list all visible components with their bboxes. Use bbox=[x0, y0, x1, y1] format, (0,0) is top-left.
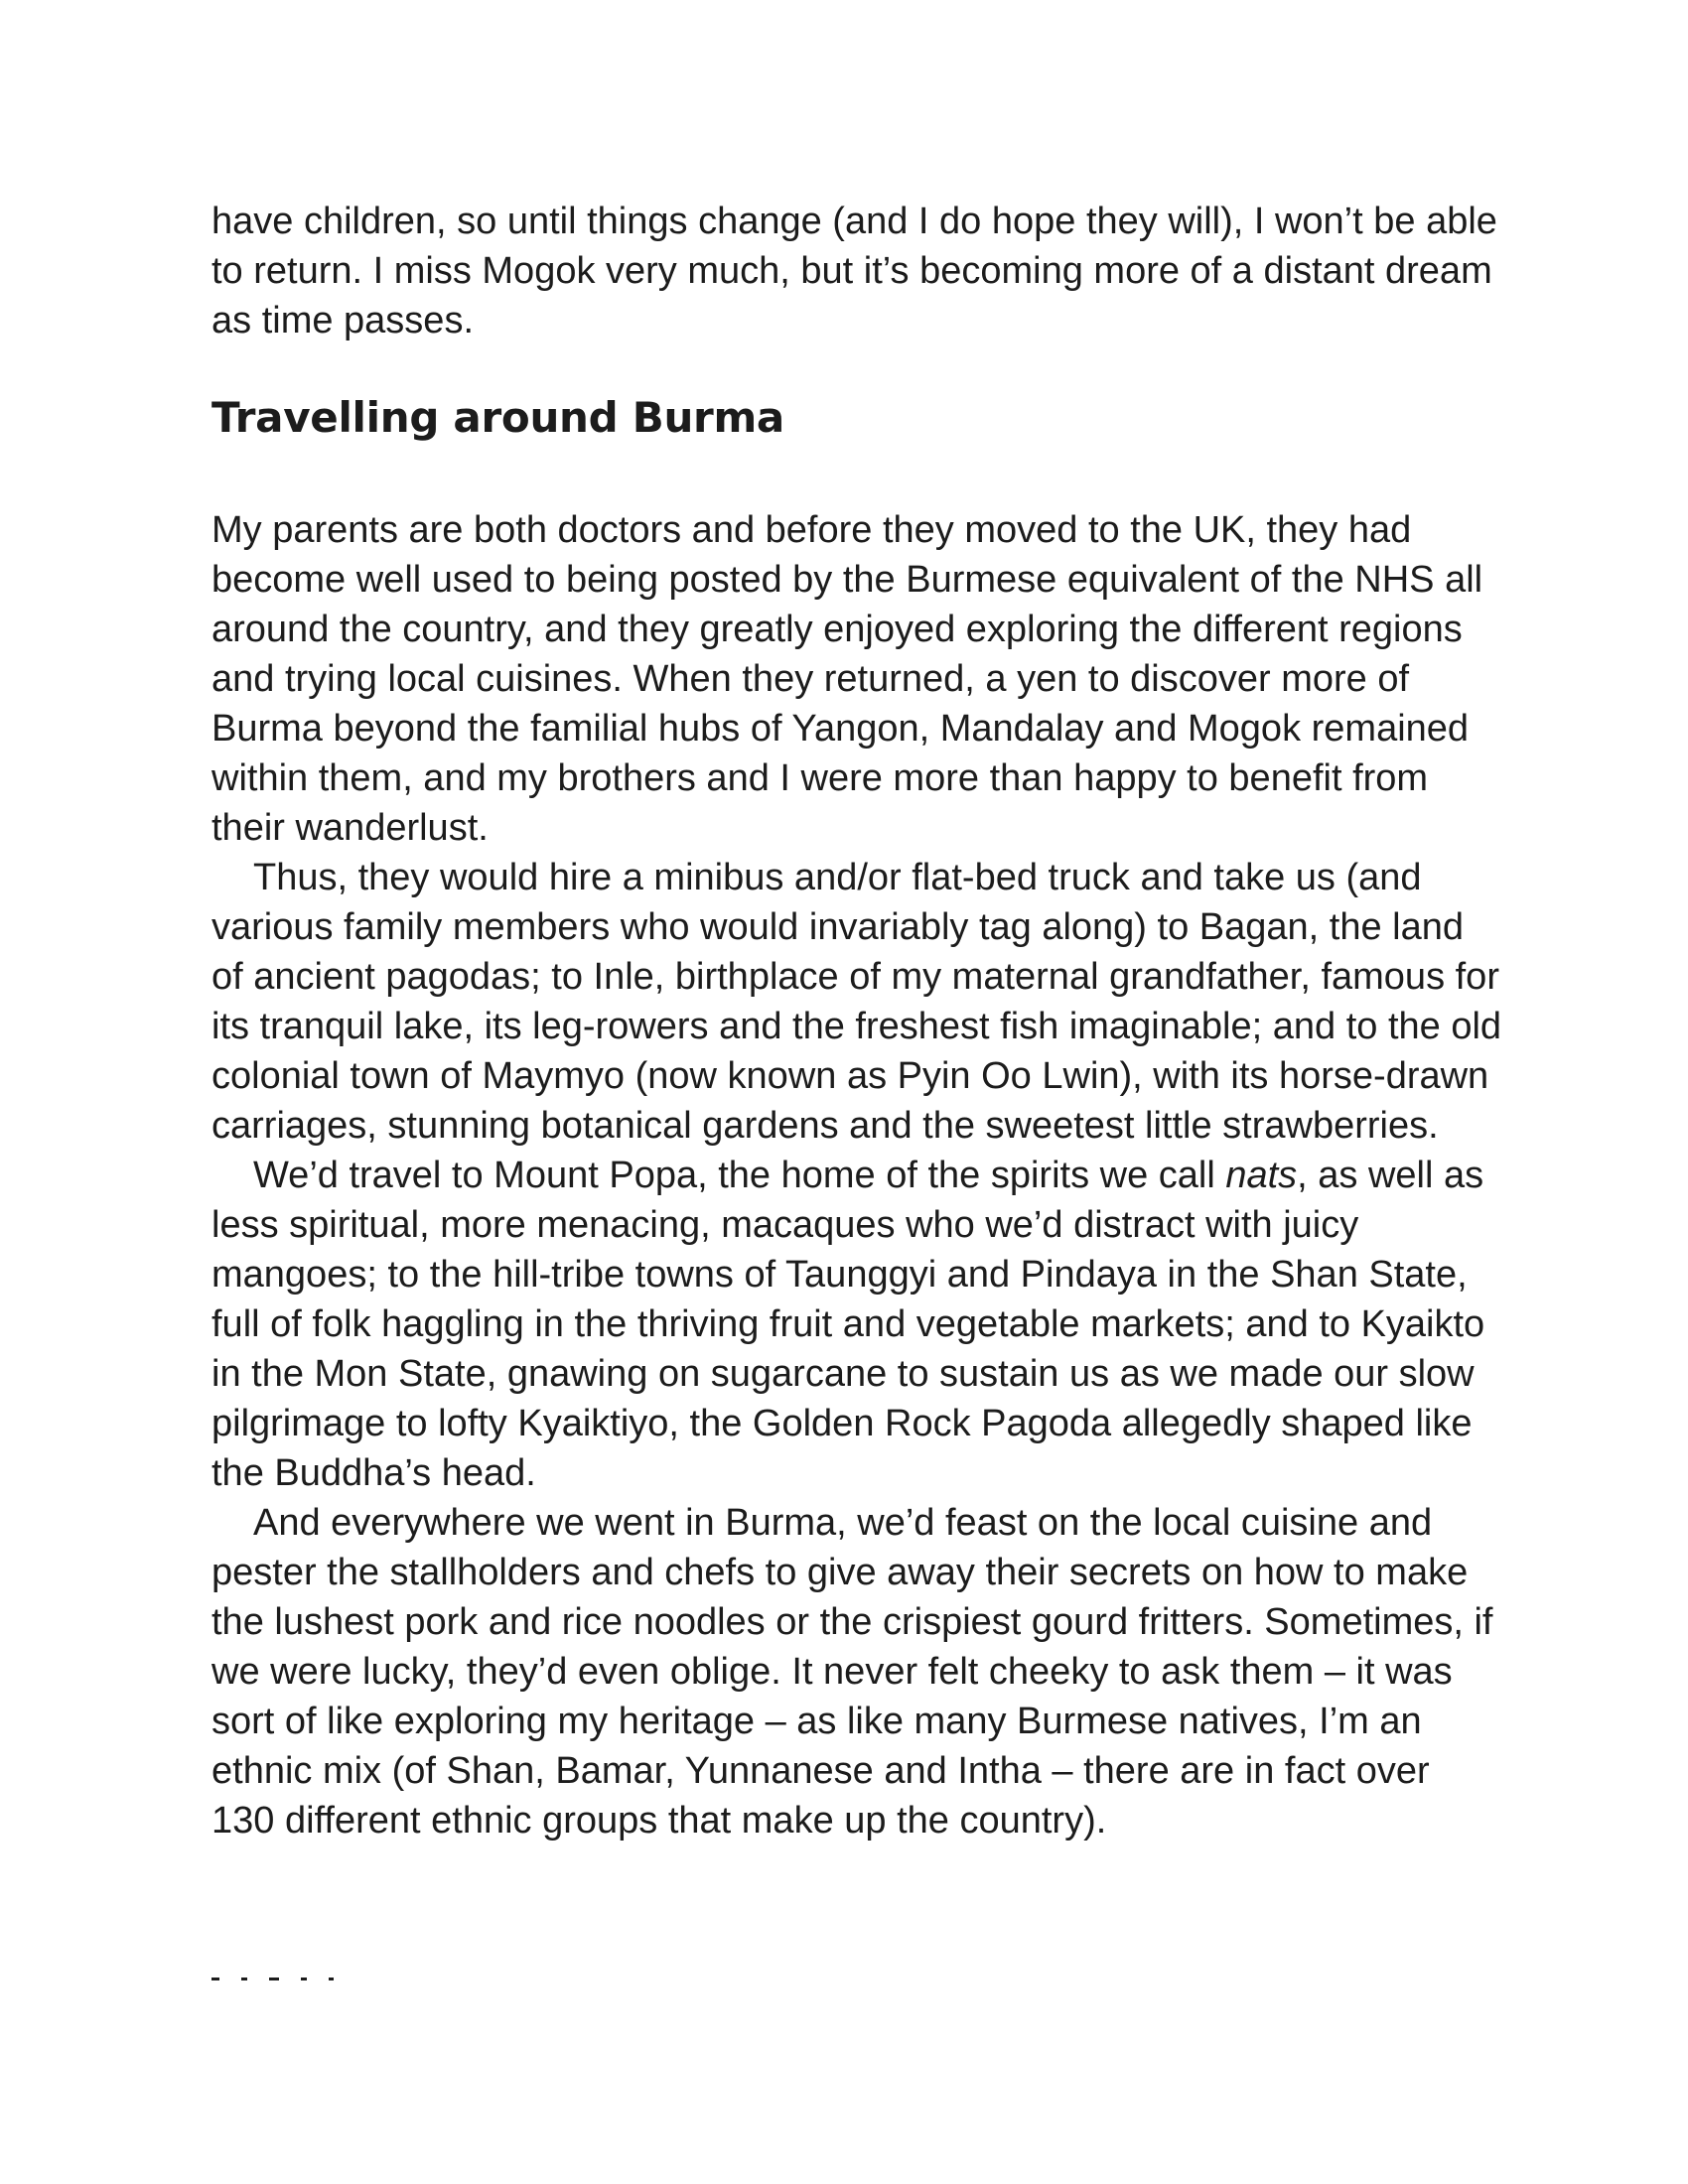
opening-paragraph: have children, so until things change (and I do hope they will), I won’t be able to return. I miss Mogok very much, but it’s becoming more of a distant dream as time passes. bbox=[211, 201, 1497, 341]
cropped-glyph bbox=[241, 1978, 247, 1980]
cropped-glyph bbox=[329, 1978, 334, 1980]
cropped-glyph bbox=[269, 1978, 279, 1980]
paragraph-1: My parents are both doctors and before they moved to the UK, they had become well used to being posted by the Burmese equivalent of the NHS all around the country, and they greatly enjoyed exploring the different regions and trying local cuisines. When they returned, a yen to discover more of Burma beyond the familial hubs of Yangon, Mandalay and Mogok remained within them, and my brothers and I were more than happy to benefit from their wanderlust. bbox=[211, 509, 1483, 849]
section-heading: Travelling around Burma bbox=[211, 393, 784, 442]
paragraph-3-text-end: , as well as less spiritual, more menacing, macaques who we’d distract with juicy mangoes; to the hill-tribe towns of Taunggyi and Pindaya in the Shan State, full of folk haggling in the thriving fruit and vegetable markets; and to Kyaikto in the Mon State, gnawing on sugarcane to sustain us as we made our slow pilgrimage to lofty Kyaiktiyo, the Golden Rock Pagoda allegedly shaped like the Buddha’s head. bbox=[211, 1155, 1485, 1494]
cropped-glyph bbox=[301, 1978, 307, 1980]
cropped-glyph bbox=[211, 1978, 219, 1980]
page-body bbox=[211, 197, 1502, 1845]
paragraph-3-italic-term: nats bbox=[1225, 1155, 1298, 1196]
paragraph-4: And everywhere we went in Burma, we’d feast on the local cuisine and pester the stallholders and chefs to give away their secrets on how to make the lushest pork and rice noodles or the crispiest gourd fritters. Sometimes, if we were lucky, they’d even oblige. It never felt cheeky to ask them – it was sort of like exploring my heritage – as like many Burmese natives, I’m an ethnic mix (of Shan, Bamar, Yunnanese and Intha – there are in fact over 130 different ethnic groups that make up the country). bbox=[211, 1502, 1493, 1842]
paragraph-3-text-start: We’d travel to Mount Popa, the home of the spirits we call bbox=[253, 1155, 1226, 1196]
paragraph-3 bbox=[211, 1151, 1502, 1498]
paragraph-2: Thus, they would hire a minibus and/or flat-bed truck and take us (and various family members who would invariably tag along) to Bagan, the land of ancient pagodas; to Inle, birthplace of my maternal grandfather, famous for its tranquil lake, its leg-rowers and the freshest fish imaginable; and to the old colonial town of Maymyo (now known as Pyin Oo Lwin), with its horse-drawn carriages, stunning botanical gardens and the sweetest little strawberries. bbox=[211, 857, 1502, 1147]
cropped-next-heading bbox=[211, 1978, 509, 1985]
